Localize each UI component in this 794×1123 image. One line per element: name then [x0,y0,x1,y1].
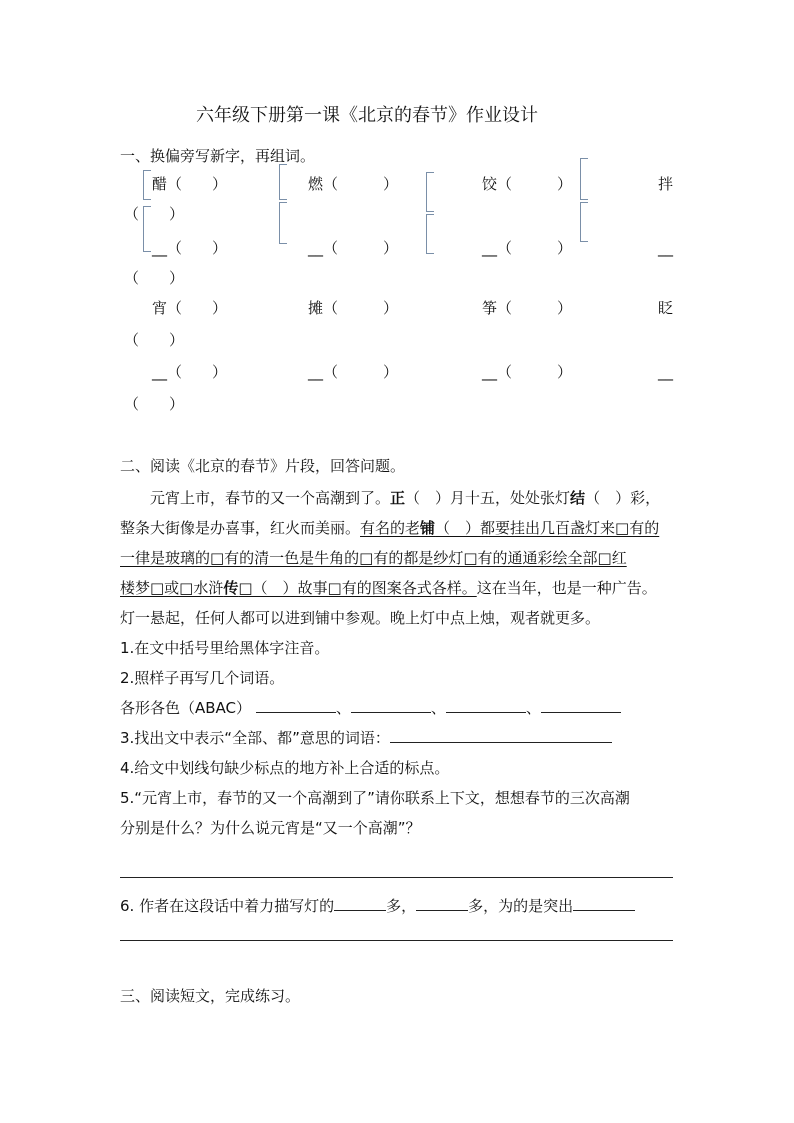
answer-blank[interactable] [573,894,635,911]
word-cell: 眨 [658,299,674,317]
question-2: 2.照样子再写几个词语。 [120,669,285,687]
bracket-decoration [580,158,588,200]
answer-line[interactable] [120,940,673,941]
answer-blank[interactable] [390,726,612,743]
passage-text: 整条大街像是办喜事，红火而美丽。 [120,519,361,537]
passage-text: 这在当年，也是一种广告。 [476,579,657,597]
section2-heading: 二、阅读《北京的春节》片段，回答问题。 [120,457,406,475]
word-cell: __ [658,239,673,257]
bracket-decoration [426,214,434,254]
answer-line[interactable] [120,877,673,878]
bold-char: 铺 [420,519,436,537]
word-cell: 饺（ ） [482,175,573,193]
word-cell: （ ） [124,205,185,223]
question-1: 1.在文中括号里给黑体字注音。 [120,639,330,657]
bold-char: 结 [570,489,586,507]
word-cell: __（ ） [308,363,399,381]
question-3: 3.找出文中表示“全部、都”意思的词语： [120,729,390,747]
word-cell: __（ ） [152,239,228,257]
question-6-text: 6. 作者在这段话中着力描写灯的 [120,897,335,915]
separator: 、 [525,699,541,717]
passage-text: 元宵上市，春节的又一个高潮到了。 [150,489,391,507]
word-cell: __（ ） [308,239,399,257]
word-cell: 摊（ ） [308,299,399,317]
underlined-text: 有名的老 [360,519,421,537]
underlined-text: 一律是玻璃的□有的清一色是牛角的□有的都是纱灯□有的通通彩绘全部□红 [120,549,627,567]
passage-text: （ ）彩， [585,489,661,507]
section1-heading: 一、换偏旁写新字，再组词。 [120,147,316,165]
bracket-decoration [143,170,151,200]
word-cell: __（ ） [482,363,573,381]
question-4: 4.给文中划线句缺少标点的地方补上合适的标点。 [120,759,450,777]
bracket-decoration [580,202,588,242]
word-cell: 燃（ ） [308,175,399,193]
separator: 、 [430,699,446,717]
underlined-text: □（ ）故事□有的图案各式各样。 [238,579,477,597]
separator: 、 [335,699,351,717]
passage-text: （ ）月十五，处处张灯 [405,489,571,507]
passage-text: 灯一悬起，任何人都可以进到铺中参观。晚上灯中点上烛，观者就更多。 [120,609,601,627]
section3-heading: 三、阅读短文，完成练习。 [120,987,301,1005]
answer-blank[interactable] [256,696,336,713]
page-title: 六年级下册第一课《北京的春节》作业设计 [196,105,538,126]
question-6-text: 多，为的是突出 [468,897,574,915]
question-2-example: 各形各色（ABAC） [120,699,252,717]
bold-char: 正 [390,489,406,507]
question-5: 5.“元宵上市，春节的又一个高潮到了”请你联系上下文，想想春节的三次高潮 [120,789,630,807]
answer-blank[interactable] [541,696,621,713]
word-cell: __ [658,363,673,381]
answer-blank[interactable] [446,696,526,713]
bracket-decoration [279,202,287,244]
word-cell: （ ） [124,331,185,349]
bold-char: 传 [223,579,239,597]
answer-blank[interactable] [334,894,386,911]
answer-blank[interactable] [416,894,468,911]
underlined-text: （ ）都要挂出几百盏灯来□有的 [435,519,660,537]
question-6-text: 多， [386,897,417,915]
word-cell: 拌 [658,175,674,193]
bracket-decoration [426,172,434,212]
bracket-decoration [279,164,287,200]
word-cell: （ ） [124,269,185,287]
reading-passage [120,483,680,843]
word-cell: __（ ） [152,363,228,381]
answer-blank[interactable] [351,696,431,713]
underlined-text: 楼梦□或□水浒 [120,579,224,597]
word-cell: 宵（ ） [152,299,228,317]
question-5-cont: 分别是什么？为什么说元宵是“又一个高潮”？ [120,819,421,837]
word-cell: （ ） [124,395,185,413]
word-cell: 筝（ ） [482,299,573,317]
word-cell: __（ ） [482,239,573,257]
word-cell: 醋（ ） [152,175,228,193]
question-6 [120,894,635,916]
